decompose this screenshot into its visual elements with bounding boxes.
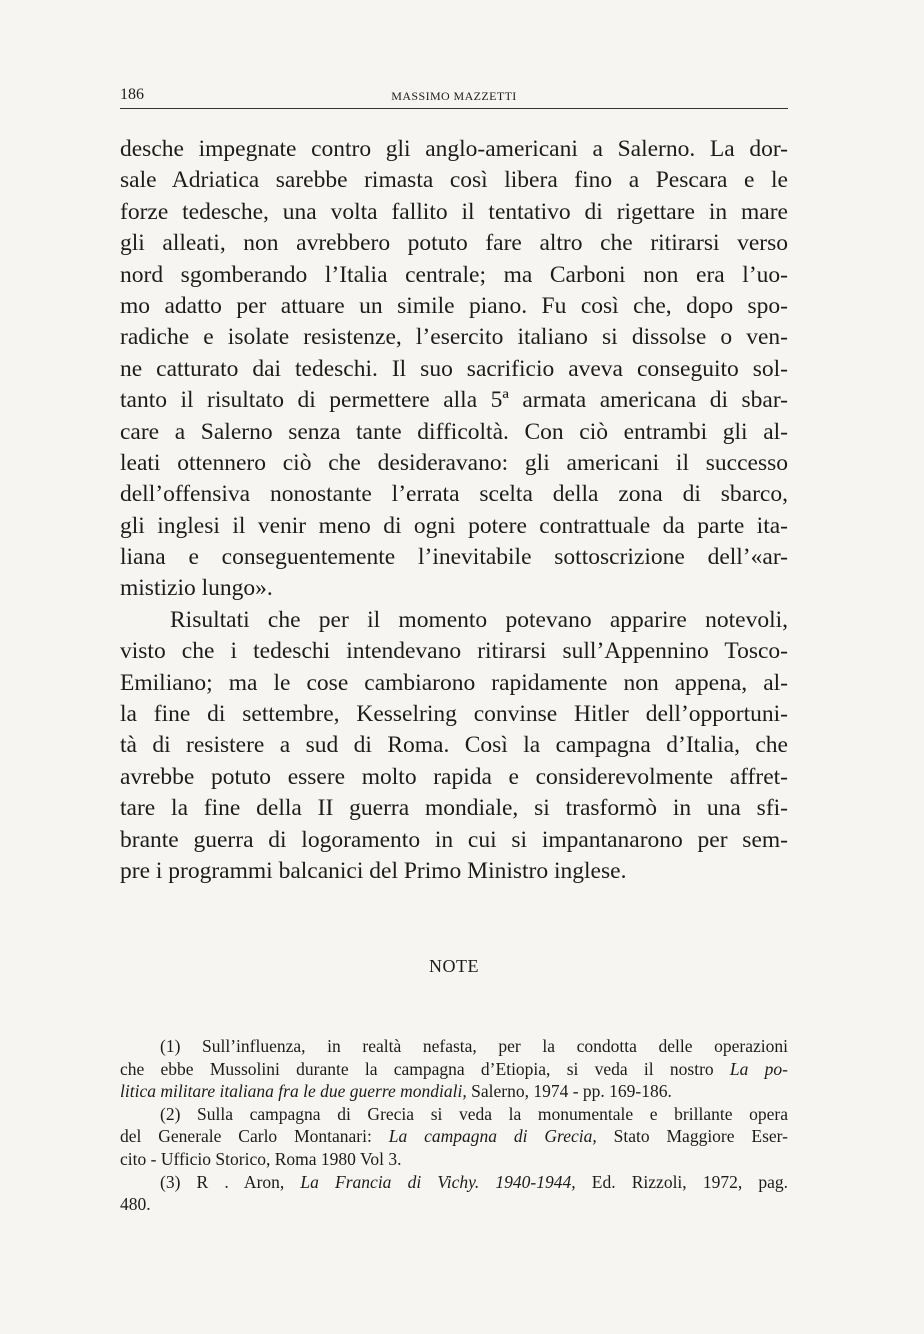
note-title: La po-: [729, 1058, 788, 1079]
text-line: ne catturato dai tedeschi. Il suo sacrificio aveva conseguito sol-: [120, 355, 788, 382]
note-line: [120, 1080, 788, 1103]
note-title: La Francia di Vichy. 1940-1944,: [300, 1171, 576, 1192]
text-line: care a Salerno senza tante difficoltà. Con ciò entrambi gli al-: [120, 418, 788, 445]
note-line: (2) Sulla campagna di Grecia si veda la monumentale e brillante opera: [160, 1103, 788, 1124]
text-line: avrebbe potuto essere molto rapida e considerevolmente affret-: [120, 763, 788, 790]
note-text: Ed. Rizzoli, 1972, pag.: [575, 1171, 788, 1192]
text-line: mistizio lungo».: [120, 575, 273, 602]
note-title: La campagna di Grecia,: [388, 1126, 597, 1147]
note-line: [120, 1125, 788, 1148]
text-line: tare la fine della II guerra mondiale, si trasformò in una sfi-: [120, 795, 788, 822]
note-text: Salerno, 1974 - pp. 169-186.: [466, 1081, 672, 1102]
text-line: tà di resistere a sud di Roma. Così la campagna d’Italia, che: [120, 732, 788, 759]
text-line: desche impegnate contro gli anglo-americani a Salerno. La dor-: [120, 136, 788, 162]
text-line: tanto il risultato di permettere alla 5ª armata americana di sbar-: [120, 387, 788, 414]
text-line: forze tedesche, una volta fallito il tentativo di rigettare in mare: [120, 198, 788, 225]
text-line: visto che i tedeschi intendevano ritirarsi sull’Appennino Tosco-: [120, 638, 788, 665]
text-line: Risultati che per il momento potevano apparire notevoli,: [170, 606, 788, 633]
note-text: del Generale Carlo Montanari:: [120, 1126, 389, 1147]
text-line: leati ottennero ciò che desideravano: gli americani il successo: [120, 449, 788, 476]
body-text: [120, 134, 788, 887]
running-head: MASSIMO MAZZETTI: [391, 89, 517, 103]
text-line: la fine di settembre, Kesselring convinse Hitler dell’opportuni-: [120, 701, 788, 728]
footnotes: [120, 1035, 788, 1216]
note-line: cito - Ufficio Storico, Roma 1980 Vol 3.: [120, 1148, 402, 1169]
text-line: mo adatto per attuare un simile piano. Fu così che, dopo spo-: [120, 292, 788, 319]
text-line: radiche e isolate resistenze, l’esercito italiano si dissolse o ven-: [120, 324, 788, 351]
page-header: [120, 86, 788, 109]
note-text: che ebbe Mussolini durante la campagna d’Etiopia, si veda il nostro: [120, 1058, 730, 1079]
text-line: gli alleati, non avrebbero potuto fare altro che ritirarsi verso: [120, 230, 788, 257]
text-line: Emiliano; ma le cose cambiarono rapidamente non appena, al-: [120, 669, 788, 696]
notes-heading: NOTE: [429, 956, 479, 976]
text-line: nord sgomberando l’Italia centrale; ma Carboni non era l’uo-: [120, 261, 788, 288]
page-number: 186: [120, 86, 144, 103]
text-line: gli inglesi il venir meno di ogni potere contrattuale da parte ita-: [120, 512, 788, 539]
note-line: [120, 1058, 788, 1081]
text-line: pre i programmi balcanici del Primo Ministro inglese.: [120, 857, 627, 884]
note-title: litica militare italiana fra le due guerre mondiali,: [120, 1081, 467, 1102]
note-line: (1) Sull’influenza, in realtà nefasta, per la condotta delle operazioni: [160, 1036, 788, 1056]
note-line: [120, 1171, 788, 1194]
text-line: sale Adriatica sarebbe rimasta così libera fino a Pescara e le: [120, 167, 788, 194]
note-line: 480.: [120, 1194, 151, 1215]
note-text: Stato Maggiore Eser-: [596, 1126, 788, 1147]
text-line: brante guerra di logoramento in cui si impantanarono per sem-: [120, 826, 788, 853]
note-text: (3) R . Aron,: [160, 1171, 301, 1192]
text-line: liana e conseguentemente l’inevitabile sottoscrizione dell’«ar-: [120, 544, 788, 571]
text-line: dell’offensiva nonostante l’errata scelta della zona di sbarco,: [120, 481, 788, 508]
